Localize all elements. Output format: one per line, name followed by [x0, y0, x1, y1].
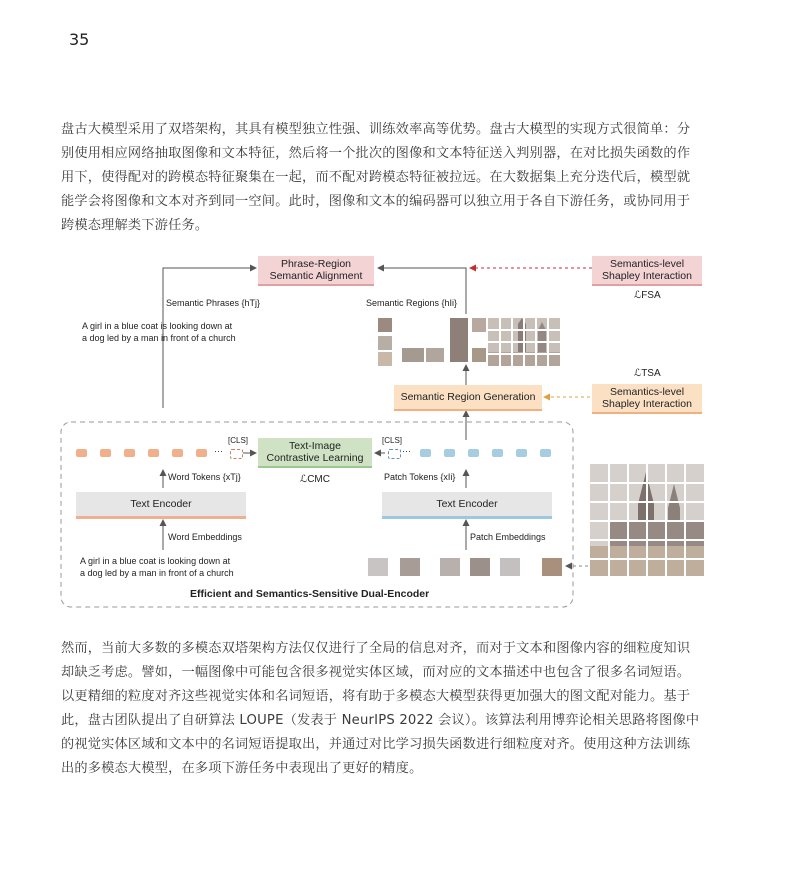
contrastive-learning-box: Text-Image Contrastive Learning [258, 438, 372, 468]
paragraph-line: 出的多模态大模型，在多项下游任务中表现出了更好的精度。 [61, 761, 423, 776]
paragraph-line: 用下，使得配对的跨模态特征聚集在一起，而不配对跨模态特征被拉远。在大数据集上充分迭代后，模型就 [61, 170, 691, 185]
cls-token [388, 449, 401, 459]
input-church-image [590, 464, 704, 576]
caption-top: A girl in a blue coat is looking down at a dog led by a man in front of a church [82, 321, 236, 343]
paragraph-line: 的视觉实体区域和文本中的名词短语提取出，并通过对比学习损失函数进行细粒度对齐。使用这种方法训练 [61, 737, 691, 752]
word-token [148, 449, 159, 457]
region-crop [472, 348, 486, 362]
ellipsis: ··· [214, 446, 223, 456]
semantics-shapley-top-box: Semantics-level Shapley Interaction [592, 256, 702, 286]
loupe-figure [60, 248, 720, 618]
dual-encoder-title: Efficient and Semantics-Sensitive Dual-Encoder [190, 588, 430, 600]
church-illustration [590, 464, 704, 576]
region-crop [402, 348, 424, 362]
paragraph-line: 别使用相应网络抽取图像和文本特征，然后将一个批次的图像和文本特征送入判别器，在对比损失函数的作 [61, 146, 691, 161]
loss-cmc-label: ℒCMC [300, 474, 330, 485]
image-patch [470, 558, 490, 576]
semantic-phrases-label: Semantic Phrases {hTj} [166, 298, 261, 308]
ellipsis: ··· [402, 446, 411, 456]
text-encoder-left-box: Text Encoder [76, 492, 246, 519]
grid-lines [488, 318, 560, 366]
paragraph-line: 盘古大模型采用了双塔架构，其具有模型独立性强、训练效率高等优势。盘古大模型的实现方式很简单：分 [61, 122, 691, 137]
text-encoder-right-box: Text Encoder [382, 492, 552, 519]
region-crop [378, 336, 392, 350]
image-patch [400, 558, 420, 576]
loss-fsa-label: ℒFSA [634, 290, 661, 301]
patch-token [516, 449, 527, 457]
word-token [172, 449, 183, 457]
patch-token [492, 449, 503, 457]
loss-tsa-label: ℒTSA [634, 368, 661, 379]
paragraph-1 [61, 118, 709, 238]
cls-token [230, 449, 243, 459]
patch-token [540, 449, 551, 457]
paragraph-2 [61, 637, 709, 781]
paragraph-line: 此，盘古团队提出了自研算法 LOUPE（发表于 NeurIPS 2022 会议）。该算法利用博弈论相关思路将图像中 [61, 713, 700, 728]
region-crop [472, 318, 486, 332]
patch-token [420, 449, 431, 457]
word-token [76, 449, 87, 457]
paragraph-line: 以更精细的粒度对齐这些视觉实体和名词短语，将有助于多模态大模型获得更加强大的图文配对能力。基于 [61, 689, 691, 704]
word-token [196, 449, 207, 457]
word-embeddings-label: Word Embeddings [168, 532, 242, 542]
patch-token [444, 449, 455, 457]
patch-embeddings-label: Patch Embeddings [470, 532, 546, 542]
caption-bottom: A girl in a blue coat is looking down at a dog led by a man in front of a church [80, 556, 234, 578]
cls-right-label: [CLS] [382, 436, 403, 445]
image-patch [500, 558, 520, 576]
patch-tokens-label: Patch Tokens {xIi} [384, 472, 456, 482]
phrase-region-alignment-box: Phrase-Region Semantic Alignment [258, 256, 374, 286]
semantic-region-grid-image [488, 318, 560, 366]
word-token [100, 449, 111, 457]
image-patch [368, 558, 388, 576]
region-crop [426, 348, 444, 362]
patch-token [468, 449, 479, 457]
region-crop [378, 352, 392, 366]
semantic-region-generation-box: Semantic Region Generation [394, 385, 542, 411]
region-crop [450, 318, 468, 362]
word-token [124, 449, 135, 457]
image-patch [440, 558, 460, 576]
semantic-regions-label: Semantic Regions {hIi} [366, 298, 458, 308]
paragraph-line: 能学会将图像和文本对齐到同一空间。此时，图像和文本的编码器可以独立用于各自下游任务，或协同用于 [61, 194, 691, 209]
word-tokens-label: Word Tokens {xTj} [168, 472, 241, 482]
semantics-shapley-mid-box: Semantics-level Shapley Interaction [592, 384, 702, 414]
paragraph-line: 跨模态理解类下游任务。 [61, 218, 209, 233]
region-crop [378, 318, 392, 332]
paragraph-line: 却缺乏考虑。譬如，一幅图像中可能包含很多视觉实体区域，而对应的文本描述中也包含了很多名词短语。 [61, 665, 691, 680]
cls-left-label: [CLS] [228, 436, 249, 445]
page-number: 35 [69, 30, 90, 49]
paragraph-line: 然而，当前大多数的多模态双塔架构方法仅仅进行了全局的信息对齐，而对于文本和图像内容的细粒度知识 [61, 641, 691, 656]
image-patch [542, 558, 562, 576]
